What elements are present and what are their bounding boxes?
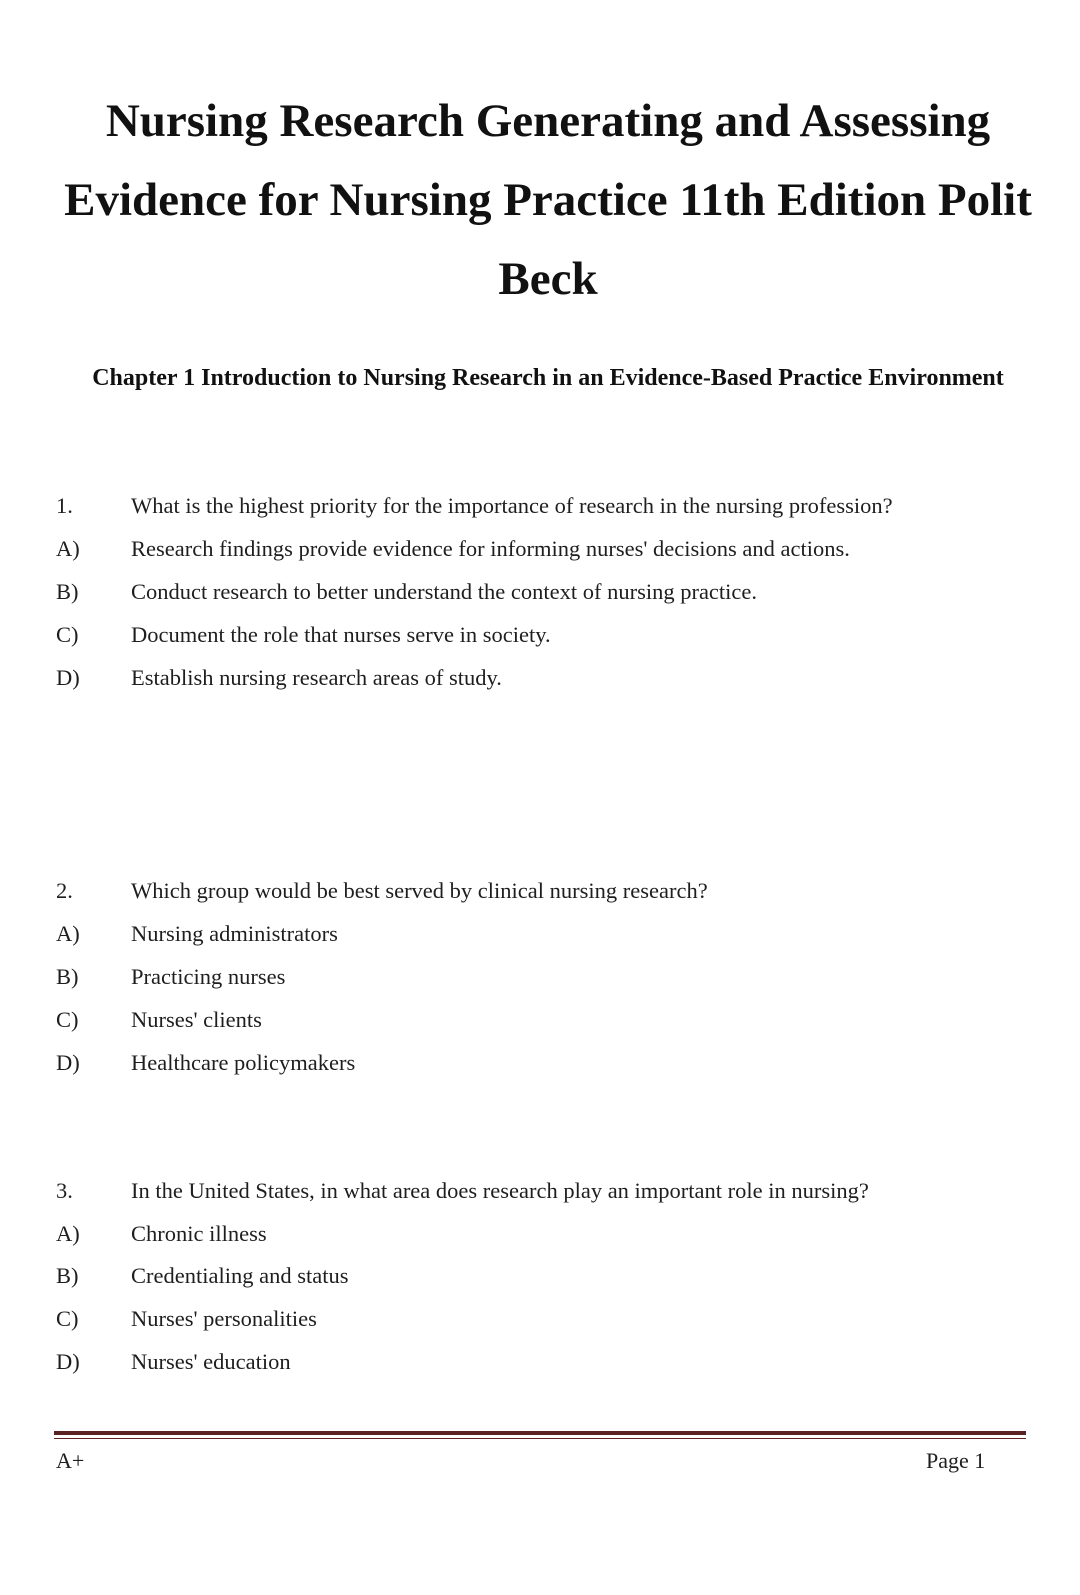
- question-number: 1.: [56, 493, 73, 518]
- option-text: Credentialing and status: [131, 1263, 349, 1288]
- question-text: What is the highest priority for the importance of research in the nursing profession?: [131, 493, 893, 518]
- question-text: Which group would be best served by clinical nursing research?: [131, 878, 708, 903]
- chapter-heading: Chapter 1 Introduction to Nursing Research in an Evidence-Based Practice Environment: [92, 365, 1004, 391]
- option-text: Healthcare policymakers: [131, 1050, 356, 1075]
- option-text: Conduct research to better understand the context of nursing practice.: [131, 579, 758, 604]
- option-text: Nurses' personalities: [131, 1306, 317, 1331]
- option-text: Research findings provide evidence for informing nurses' decisions and actions.: [131, 536, 850, 561]
- option-text: Nursing administrators: [131, 921, 338, 946]
- question-number: 3.: [56, 1178, 73, 1203]
- option-letter: A): [56, 1221, 80, 1246]
- option-letter: B): [56, 964, 79, 989]
- option-letter: D): [56, 1050, 80, 1075]
- option-text: Establish nursing research areas of study.: [131, 665, 502, 690]
- option-letter: D): [56, 1349, 80, 1374]
- document-title: Nursing Research Generating and Assessing Evidence for Nursing Practice 11th Edition Polit Beck: [64, 95, 1032, 305]
- option-text: Document the role that nurses serve in society.: [131, 622, 551, 647]
- option-text: Practicing nurses: [131, 964, 286, 989]
- option-letter: D): [56, 665, 80, 690]
- option-letter: C): [56, 1306, 79, 1331]
- option-letter: C): [56, 1007, 79, 1032]
- option-text: Nurses' clients: [131, 1007, 262, 1032]
- option-letter: B): [56, 1263, 79, 1288]
- option-text: Chronic illness: [131, 1221, 267, 1246]
- footer-divider: [54, 1431, 1026, 1435]
- question-text: In the United States, in what area does research play an important role in nursing?: [131, 1178, 869, 1203]
- option-letter: B): [56, 579, 79, 604]
- footer-grade-label: A+: [56, 1448, 85, 1473]
- option-letter: C): [56, 622, 79, 647]
- question-number: 2.: [56, 878, 73, 903]
- option-letter: A): [56, 921, 80, 946]
- page-number: Page 1: [926, 1448, 986, 1473]
- footer-divider-thin: [54, 1438, 1026, 1439]
- option-text: Nurses' education: [131, 1349, 291, 1374]
- option-letter: A): [56, 536, 80, 561]
